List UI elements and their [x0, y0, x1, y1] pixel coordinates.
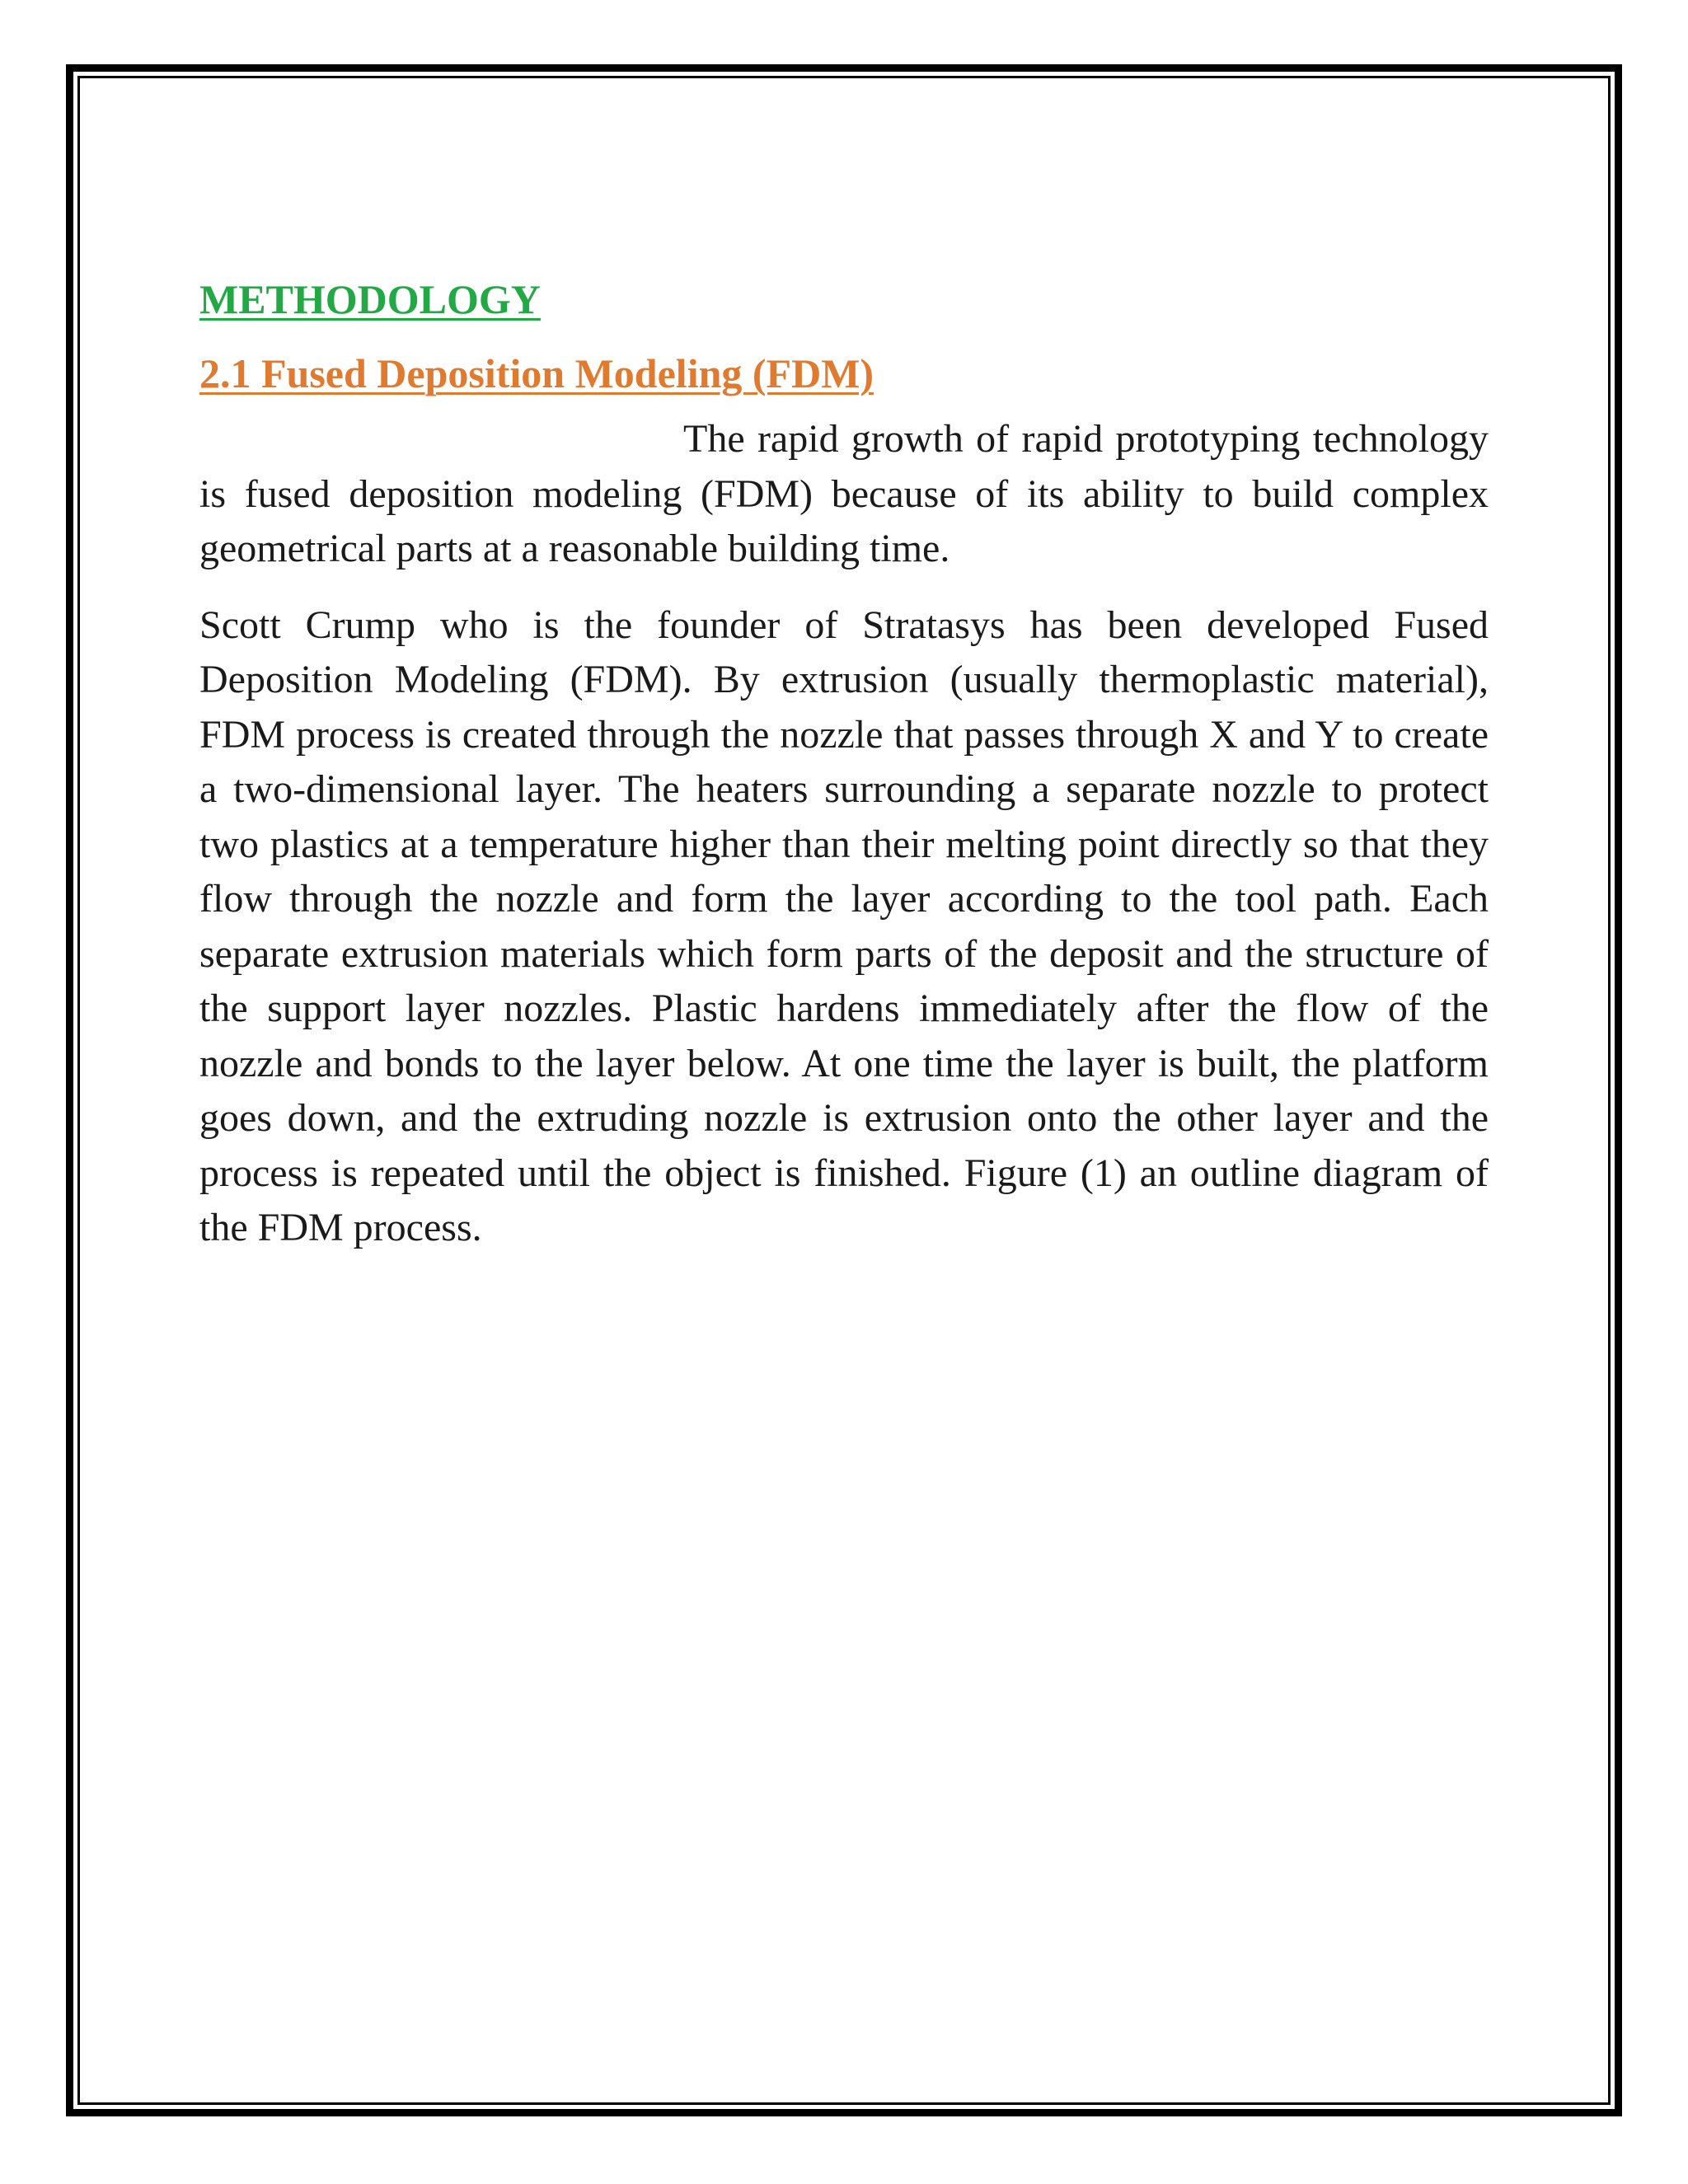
section-heading: METHODOLOGY	[199, 276, 541, 322]
page-content	[199, 274, 1489, 1256]
subsection-heading: 2.1 Fused Deposition Modeling (FDM)	[199, 350, 874, 396]
paragraph-intro: The rapid growth of rapid prototyping technology is fused deposition modeling (FDM) because of its ability to build complex geometrical parts at a reasonable building time.	[199, 417, 1489, 570]
paragraph-fdm-process: Scott Crump who is the founder of Stratasys has been developed Fused Deposition Modeling (FDM). By extrusion (usually thermoplastic material), FDM process is created through the nozzle that passes through X and Y to create a two-dimensional layer. The heaters surrounding a separate nozzle to protect two plastics at a temperature higher than their melting point directly so that they flow through the nozzle and form the layer according to the tool path. Each separate extrusion materials which form parts of the deposit and the structure of the support layer nozzles. Plastic hardens immediately after the flow of the nozzle and bonds to the layer below. At one time the layer is built, the platform goes down, and the extruding nozzle is extrusion onto the other layer and the process is repeated until the object is finished. Figure (1) an outline diagram of the FDM process.	[199, 602, 1489, 1249]
